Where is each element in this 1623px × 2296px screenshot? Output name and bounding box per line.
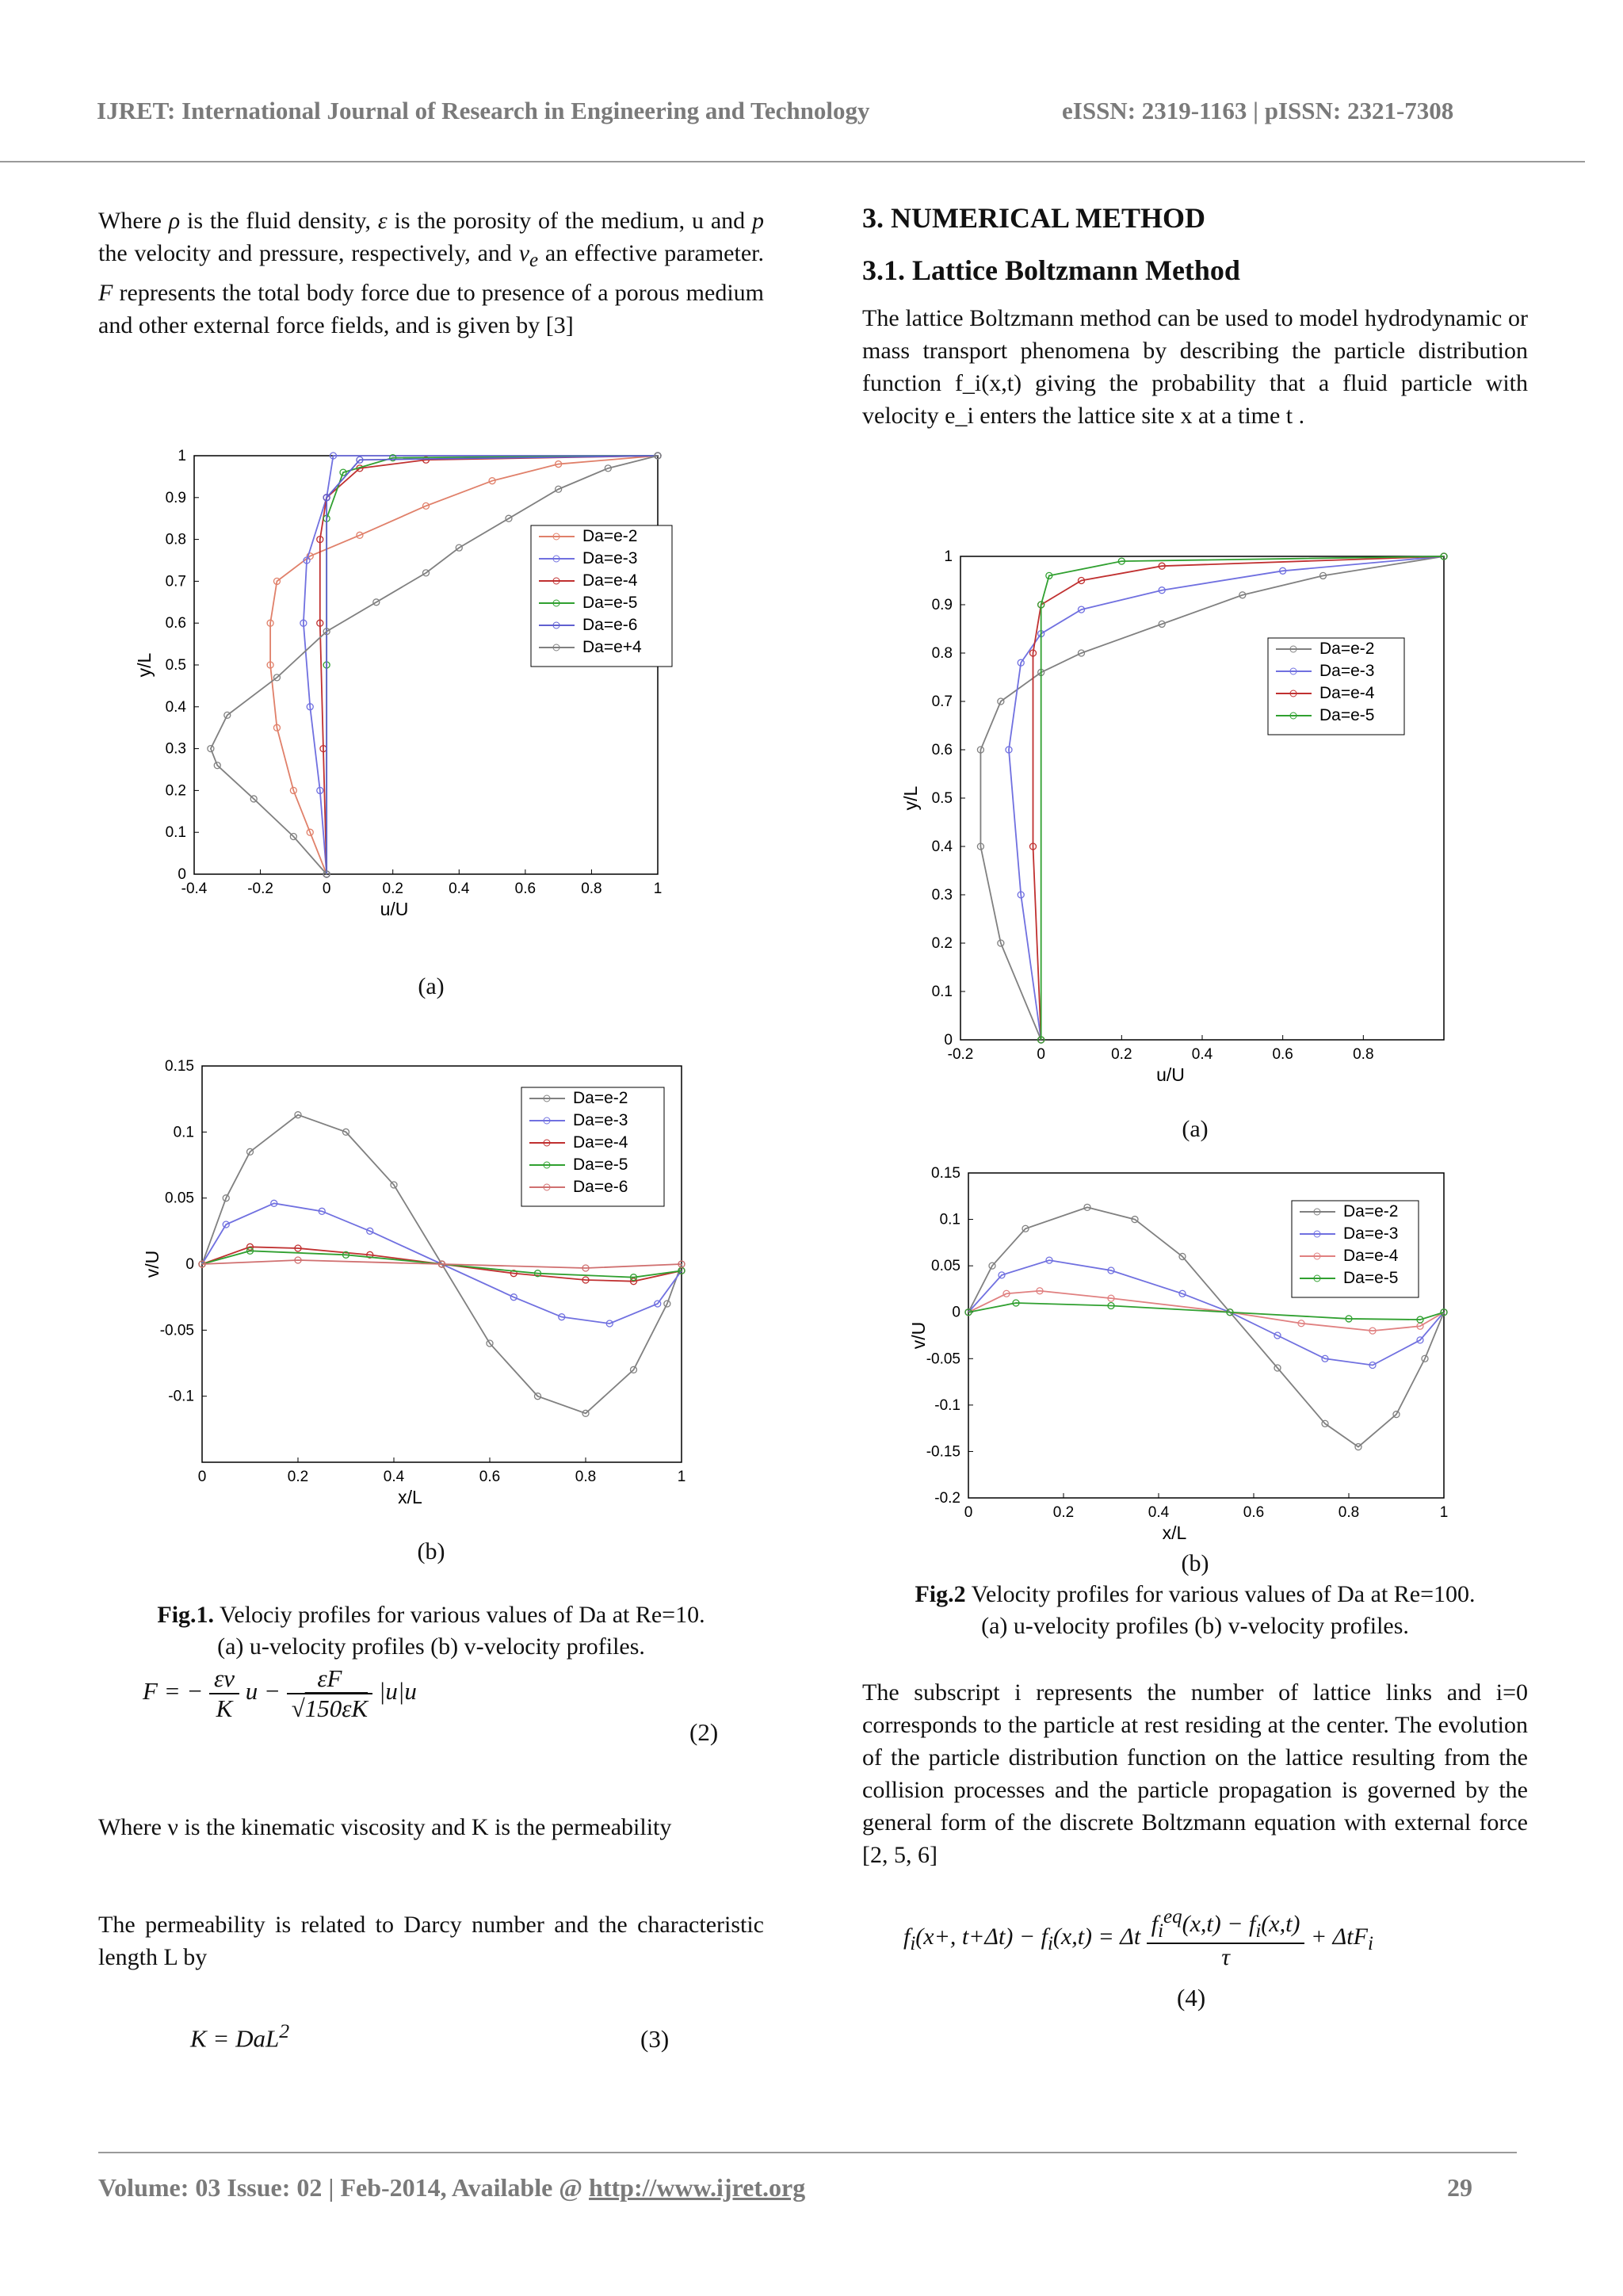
fig1b-xtick-label: 0.6 xyxy=(479,1469,501,1485)
fig1b-xtick-label: 0 xyxy=(197,1469,207,1485)
section-title: 3. NUMERICAL METHOD xyxy=(862,202,1206,234)
fig1a-ylabel: y/L xyxy=(134,652,155,678)
fig1a-ytick-label: 0.1 xyxy=(165,824,186,842)
fig1a-ytick-label: 0.3 xyxy=(165,740,186,758)
fig1a-ytick-label: 0.5 xyxy=(165,657,186,674)
footer-url-link[interactable]: http://www.ijret.org xyxy=(589,2173,806,2202)
equation-3-number: (3) xyxy=(640,2025,670,2053)
fig2a-ytick-label: 0.9 xyxy=(931,597,953,613)
fig1a-ytick-label: 0 xyxy=(178,866,186,883)
fig2b-legend-label: Da=e-4 xyxy=(1343,1247,1399,1265)
fig1a-label: (a) xyxy=(418,973,445,999)
fig2a-ytick-label: 1 xyxy=(944,548,953,565)
fig2b-ytick-label: 0.1 xyxy=(939,1211,960,1228)
fig1b-legend-label: Da=e-2 xyxy=(573,1089,628,1107)
fig2-caption-line2: (a) u-velocity profiles (b) v-velocity profiles. xyxy=(981,1613,1409,1639)
fig1a-ytick-label: 0.8 xyxy=(165,531,186,548)
fig1a-xtick-label: 0 xyxy=(322,881,331,897)
footer-rule xyxy=(98,2152,1517,2153)
fig1a-legend-label: Da=e-5 xyxy=(582,594,638,612)
equation-2-number: (2) xyxy=(689,1718,719,1746)
fig2a-ytick-label: 0.2 xyxy=(931,935,953,952)
fig1b-xtick-label: 0.4 xyxy=(383,1469,405,1485)
fig1a-ytick-label: 0.4 xyxy=(165,698,186,716)
fig2b-ytick-label: -0.2 xyxy=(934,1490,960,1507)
fig1a-legend-label: Da=e-4 xyxy=(582,571,638,590)
fig1b-xtick-label: 0.2 xyxy=(287,1469,309,1485)
fig2a-xtick-label: 0 xyxy=(1037,1046,1045,1063)
fig1a-legend-label: Da=e-6 xyxy=(582,616,638,634)
fig1b-ytick-label: 0 xyxy=(185,1256,194,1273)
fig2a-ytick-label: 0.8 xyxy=(931,645,953,662)
fig2b-chart xyxy=(896,1157,1466,1543)
fig2b-xtick-label: 0.6 xyxy=(1243,1504,1265,1521)
fig1a-xtick-label: 1 xyxy=(653,881,663,897)
fig2-caption-bold: Fig.2 xyxy=(915,1581,966,1607)
permeability-paragraph: The permeability is related to Darcy number and the characteristic length L by xyxy=(98,1912,764,1970)
equation-2: F = − $\frac{\varepsilon\nu}{K}$ u − $\frac{\varepsilon F}{√150\varepsilon K}$ |u|u xyxy=(143,1664,417,1722)
page-number: 29 xyxy=(1447,2173,1472,2202)
header-rule xyxy=(0,161,1585,162)
fig2a-xtick-label: 0.6 xyxy=(1272,1046,1293,1063)
fig2b-legend-label: Da=e-3 xyxy=(1343,1224,1399,1243)
fig1a-xtick-label: 0.6 xyxy=(514,881,537,897)
fig1a-legend-label: Da=e-3 xyxy=(582,549,638,567)
fig2b-ytick-label: -0.15 xyxy=(926,1443,960,1461)
fig1b-legend-label: Da=e-4 xyxy=(573,1133,628,1152)
fig2a-legend-label: Da=e-3 xyxy=(1319,662,1375,680)
fig1a-xtick-label: 0.8 xyxy=(581,881,602,897)
fig2b-ytick-label: -0.1 xyxy=(934,1396,960,1414)
fig2-caption-line1: Velocity profiles for various values of Da at Re=100. xyxy=(965,1581,1476,1607)
fig1a-xtick-label: 0.4 xyxy=(449,881,470,897)
subscript-paragraph: The subscript i represents the number of lattice links and i=0 corresponds to the particle at rest residing at the center. The evolution of the particle distribution function on the lattice resulting from the collision processes and the particle propagation is governed by the general form of the discrete Boltzmann equation with external force [2, 5, 6] xyxy=(862,1679,1528,1868)
fig1a-ytick-label: 0.2 xyxy=(165,782,186,800)
fig2a-legend-label: Da=e-4 xyxy=(1319,684,1375,702)
fig1a-ytick-label: 1 xyxy=(178,448,186,464)
fig2a-ytick-label: 0.6 xyxy=(931,742,953,758)
fig2b-xtick-label: 0 xyxy=(964,1504,973,1521)
fig1b-legend-label: Da=e-5 xyxy=(573,1156,628,1174)
fig1-caption-bold: Fig.1. xyxy=(157,1602,215,1628)
fig1b-chart xyxy=(127,1046,713,1514)
fig1b-ytick-label: 0.15 xyxy=(165,1058,194,1075)
fig2a-ytick-label: 0.1 xyxy=(931,984,953,1000)
footer-volume xyxy=(98,2173,805,2202)
fig2b-xtick-label: 0.2 xyxy=(1052,1504,1075,1521)
fig2b-ytick-label: 0.05 xyxy=(931,1258,960,1275)
fig2b-legend-label: Da=e-5 xyxy=(1343,1269,1399,1287)
fig2b-xtick-label: 0.4 xyxy=(1148,1504,1170,1521)
fig1a-xtick-label: -0.4 xyxy=(181,881,208,897)
equation-3: K = DaL$^2$ xyxy=(190,2019,290,2053)
fig2a-xtick-label: 0.4 xyxy=(1191,1046,1213,1063)
equation-4-number: (4) xyxy=(1177,1984,1206,2011)
fig2a-legend-label: Da=e-5 xyxy=(1319,706,1375,724)
issn-info: eISSN: 2319-1163 | pISSN: 2321-7308 xyxy=(1062,97,1454,124)
fig2a-xtick-label: -0.2 xyxy=(947,1046,974,1063)
fig1b-xtick-label: 1 xyxy=(677,1469,686,1485)
fig2b-xlabel: x/L xyxy=(1162,1522,1187,1543)
fig2-caption xyxy=(862,1579,1528,1642)
fig1a-xlabel: u/U xyxy=(380,899,409,919)
fig1b-ytick-label: 0.05 xyxy=(165,1190,194,1207)
fig2a-xtick-label: 0.2 xyxy=(1111,1046,1132,1063)
fig1b-label: (b) xyxy=(417,1538,445,1564)
fig1b-xtick-label: 0.8 xyxy=(575,1469,597,1485)
fig1a-ytick-label: 0.9 xyxy=(165,489,186,506)
fig2a-ytick-label: 0 xyxy=(944,1032,953,1049)
fig1a-legend-label: Da=e-2 xyxy=(582,527,638,545)
fig1a-chart xyxy=(127,440,713,939)
fig2b-ytick-label: 0 xyxy=(952,1304,960,1321)
journal-title: IJRET: International Journal of Research in Engineering and Technology xyxy=(97,97,870,124)
fig1a-ytick-label: 0.6 xyxy=(165,615,186,632)
fig1b-ytick-label: -0.05 xyxy=(159,1322,194,1339)
intro-paragraph: Where ρ is the fluid density, ε is the porosity of the medium, u and p the velocity and pressure, respectively, and $v_e$ an effective parameter. F represents the total body force due to presence of a porous medium and other external force fields, and is given by [3] xyxy=(98,208,764,338)
fig2a-ytick-label: 0.7 xyxy=(931,693,953,710)
subsection-title: 3.1. Lattice Boltzmann Method xyxy=(862,254,1240,286)
fig2b-legend-label: Da=e-2 xyxy=(1343,1202,1399,1221)
fig1a-xtick-label: 0.2 xyxy=(382,881,403,897)
fig1b-legend-label: Da=e-3 xyxy=(573,1111,628,1129)
fig1a-legend-label: Da=e+4 xyxy=(582,638,642,656)
fig2b-ytick-label: -0.05 xyxy=(926,1350,960,1368)
fig2a-xlabel: u/U xyxy=(1156,1064,1185,1085)
fig2a-ytick-label: 0.3 xyxy=(931,887,953,904)
fig1-caption-line2: (a) u-velocity profiles (b) v-velocity profiles. xyxy=(217,1633,645,1660)
footer-volume-text: Volume: 03 Issue: 02 | Feb-2014, Available @ xyxy=(98,2173,590,2202)
fig1b-xlabel: x/L xyxy=(398,1487,422,1507)
fig2a-label: (a) xyxy=(1182,1116,1209,1142)
fig2b-xtick-label: 0.8 xyxy=(1338,1504,1360,1521)
fig1b-ytick-label: 0.1 xyxy=(173,1124,194,1141)
fig1a-xtick-label: -0.2 xyxy=(247,881,273,897)
fig2a-ylabel: y/L xyxy=(900,785,921,811)
equation-4: $f_i(x+$, $t+\Delta t) - f_i(x,t) = \Delta t$ $\frac{f_i^{eq}(x,t) - f_i(x,t)}{\tau}$ + ΔtF$_i$ xyxy=(903,1906,1373,1970)
fig2a-legend-label: Da=e-2 xyxy=(1319,640,1375,658)
fig1a-ytick-label: 0.7 xyxy=(165,573,186,590)
fig2a-xtick-label: 0.8 xyxy=(1353,1046,1374,1063)
fig2a-ytick-label: 0.5 xyxy=(931,790,953,807)
fig1-caption-line1: Velociy profiles for various values of Da at Re=10. xyxy=(214,1602,705,1628)
fig2a-chart xyxy=(896,539,1466,1102)
fig2b-ytick-label: 0.15 xyxy=(931,1165,960,1182)
fig2b-label: (b) xyxy=(1181,1550,1209,1576)
fig1b-legend-label: Da=e-6 xyxy=(573,1178,628,1196)
fig2a-ytick-label: 0.4 xyxy=(931,839,953,855)
lbm-paragraph: The lattice Boltzmann method can be used to model hydrodynamic or mass transport phenomena by describing the particle distribution function f_i(x,t) giving the probability that a fluid particle with velocity e_i enters the lattice site x at a time t . xyxy=(862,305,1528,429)
fig1b-ylabel: v/U xyxy=(142,1250,162,1278)
fig1-caption xyxy=(98,1599,764,1663)
fig2b-xtick-label: 1 xyxy=(1439,1504,1449,1521)
running-header xyxy=(97,97,1523,125)
fig2b-ylabel: v/U xyxy=(908,1321,929,1350)
fig1b-ytick-label: -0.1 xyxy=(168,1388,194,1405)
viscosity-paragraph: Where ν is the kinematic viscosity and K is the permeability xyxy=(98,1814,672,1840)
